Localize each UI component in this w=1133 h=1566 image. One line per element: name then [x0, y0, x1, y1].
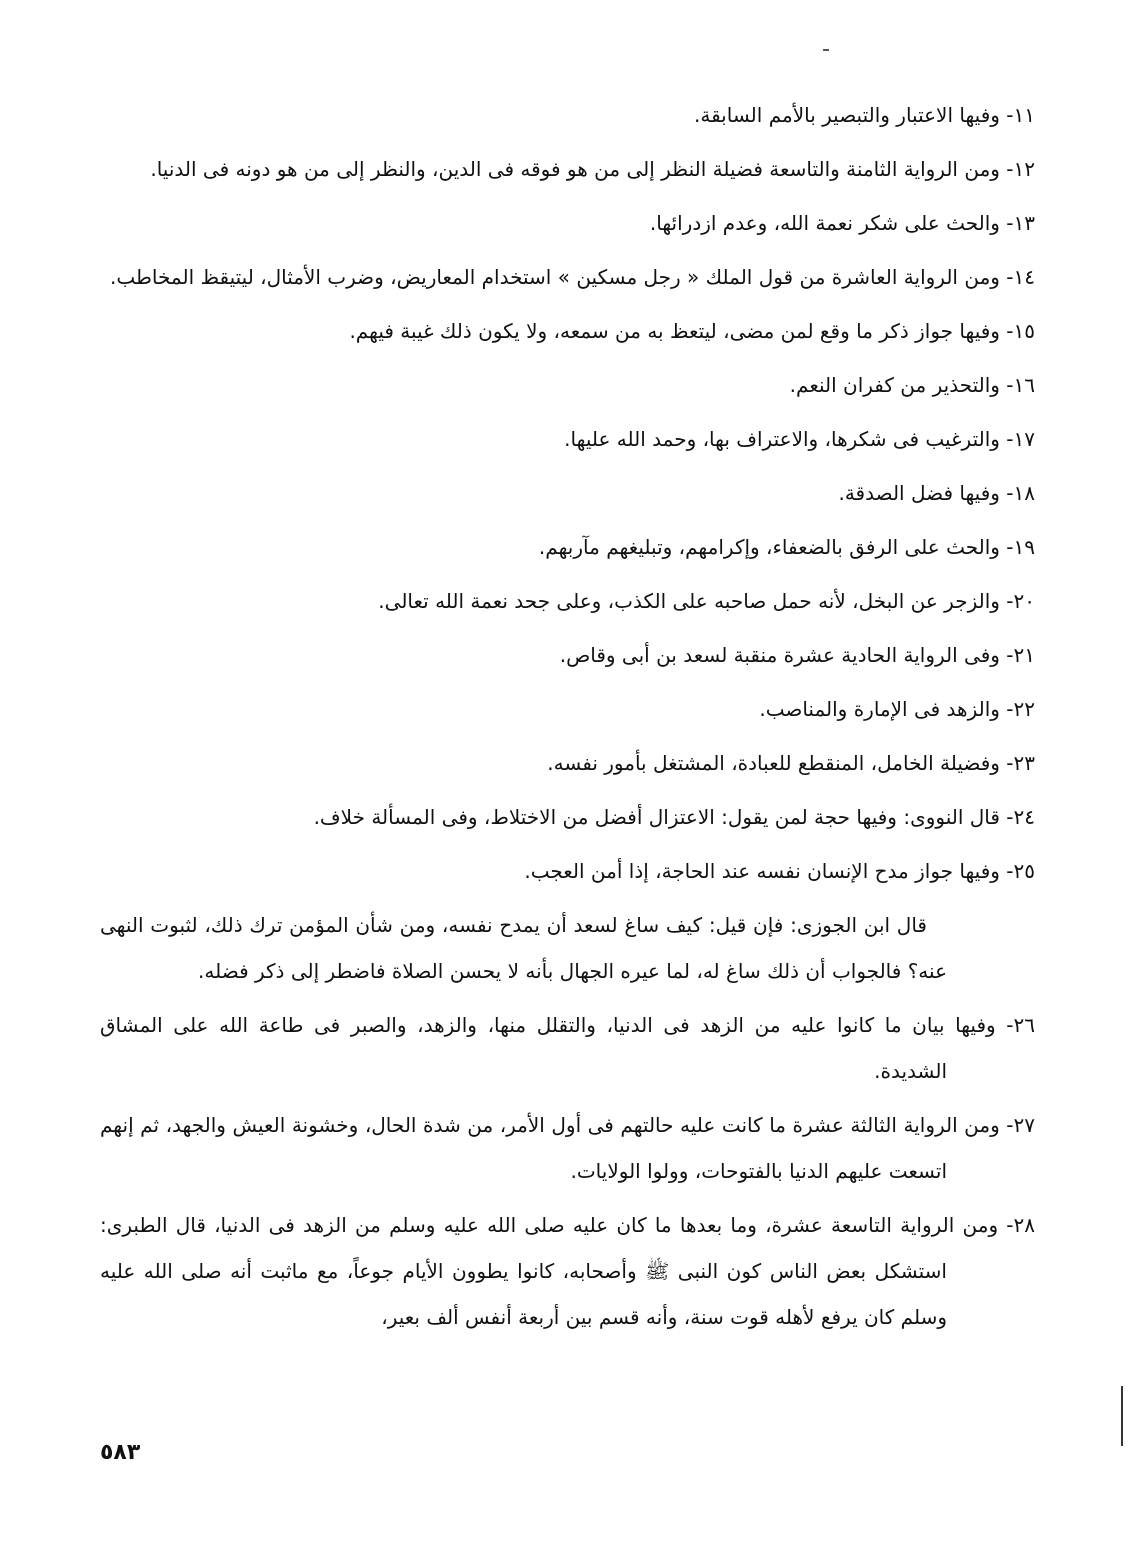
list-item: ١٩- والحث على الرفق بالضعفاء، وإكرامهم، وتبليغهم مآربهم.	[538, 535, 1035, 559]
list-item: ٢٥- وفيها جواز مدح الإنسان نفسه عند الحاجة، إذا أمن العجب.	[524, 859, 1035, 883]
list-item: ١٢- ومن الرواية الثامنة والتاسعة فضيلة النظر إلى من هو فوقه فى الدين، والنظر إلى من هو دونه فى الدنيا.	[150, 157, 1035, 181]
page-number: ٥٨٣	[100, 1440, 141, 1465]
list-item: ١٨- وفيها فضل الصدقة.	[838, 481, 1035, 505]
list-item: ١٥- وفيها جواز ذكر ما وقع لمن مضى، ليتعظ به من سمعه، ولا يكون ذلك غيبة فيهم.	[349, 319, 1035, 343]
body-text	[100, 92, 1035, 1348]
list-item: ١٤- ومن الرواية العاشرة من قول الملك « رجل مسكين » استخدام المعاريض، وضرب الأمثال، ليتيقظ المخاطب.	[110, 265, 1035, 289]
list-item: ١٦- والتحذير من كفران النعم.	[789, 373, 1035, 397]
list-item: ٢٠- والزجر عن البخل، لأنه حمل صاحبه على الكذب، وعلى جحد نعمة الله تعالى.	[378, 589, 1035, 613]
list-item: ١٣- والحث على شكر نعمة الله، وعدم ازدرائها.	[649, 211, 1035, 235]
scan-edge-mark	[1121, 1386, 1123, 1446]
list-item: ٢٣- وفضيلة الخامل، المنقطع للعبادة، المشتغل بأمور نفسه.	[547, 751, 1035, 775]
scan-mark	[823, 49, 829, 51]
list-item: ١١- وفيها الاعتبار والتبصير بالأمم السابقة.	[693, 103, 1035, 127]
quoted-note: قال ابن الجوزى: فإن قيل: كيف ساغ لسعد أن يمدح نفسه، ومن شأن المؤمن ترك ذلك، لثبوت النهى عنه؟ فالجواب أن ذلك ساغ له، لما عيره الجهال بأنه لا يحسن الصلاة فاضطر إلى ذكر فضله.	[100, 913, 947, 983]
list-item: ١٧- والترغيب فى شكرها، والاعتراف بها، وحمد الله عليها.	[564, 427, 1035, 451]
list-item: ٢٦- وفيها بيان ما كانوا عليه من الزهد فى الدنيا، والتقلل منها، والزهد، والصبر فى طاعة الله على المشاق الشديدة.	[100, 1013, 1035, 1083]
list-item: ٢٤- قال النووى: وفيها حجة لمن يقول: الاعتزال أفضل من الاختلاط، وفى المسألة خلاف.	[313, 805, 1035, 829]
list-item: ٢٧- ومن الرواية الثالثة عشرة ما كانت عليه حالتهم فى أول الأمر، من شدة الحال، وخشونة العيش والجهد، ثم إنهم اتسعت عليهم الدنيا بالفتوحات، وولوا الولايات.	[100, 1113, 1035, 1183]
list-item: ٢١- وفى الرواية الحادية عشرة منقبة لسعد بن أبى وقاص.	[559, 643, 1035, 667]
list-item: ٢٢- والزهد فى الإمارة والمناصب.	[759, 697, 1035, 721]
list-item: ٢٨- ومن الرواية التاسعة عشرة، وما بعدها ما كان عليه صلى الله عليه وسلم من الزهد فى الدنيا، قال الطبرى: استشكل بعض الناس كون النبى ﷺ وأصحابه، كانوا يطوون الأيام جوعاً، مع ماثبت أنه صلى الله عليه وسلم كان يرفع لأهله قوت سنة، وأنه قسم بين أربعة أنفس ألف بعير،	[100, 1213, 1035, 1329]
